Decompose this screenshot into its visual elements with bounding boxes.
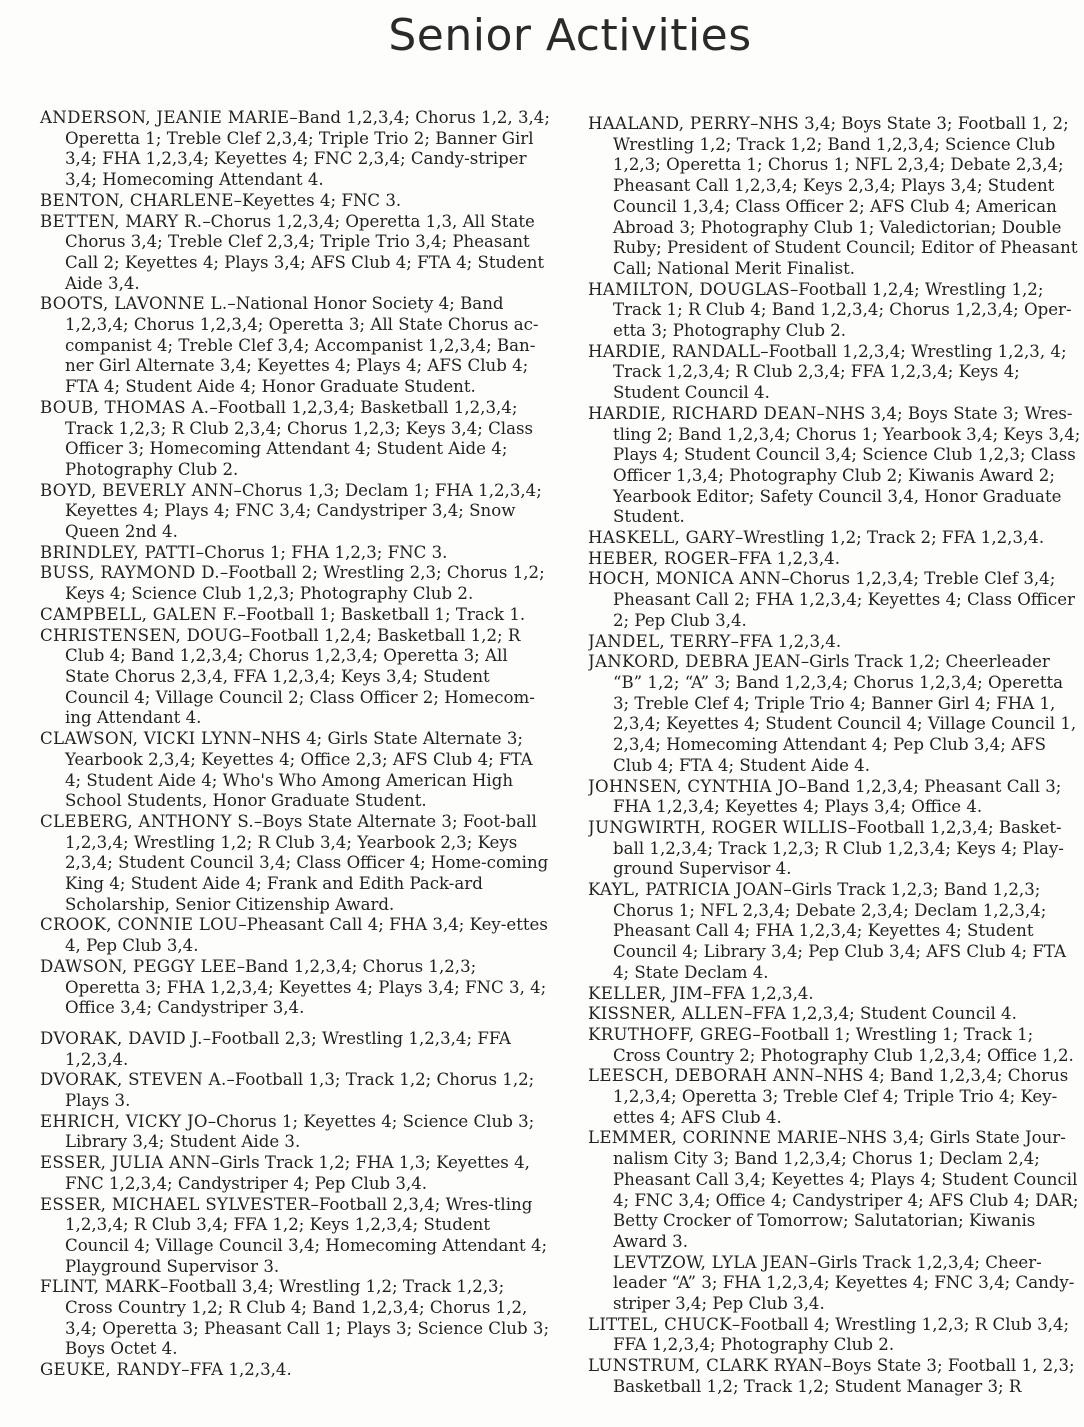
student-entry: LEVTZOW, LYLA JEAN–Girls Track 1,2,3,4; Cheer-leader “A” 3; FHA 1,2,3,4; Keyettes 4; FNC 3,4; Candy-striper 3,4; Pep Club 3,4. <box>613 1252 1075 1314</box>
student-entry: DAWSON, PEGGY LEE–Band 1,2,3,4; Chorus 1,2,3; Operetta 3; FHA 1,2,3,4; Keyettes 4; Plays 3,4; FNC 3, 4; Office 3,4; Candystriper 3,4. <box>40 956 547 1018</box>
student-activities: Football 1,3; Track 1,2; Chorus 1,2; Plays 3. <box>65 1070 535 1111</box>
student-activities: FFA 1,2,3,4. <box>711 983 814 1003</box>
student-name: DVORAK, DAVID J. <box>40 1028 203 1048</box>
student-name: LITTEL, CHUCK <box>588 1314 732 1334</box>
student-entry: CROOK, CONNIE LOU–Pheasant Call 4; FHA 3,4; Key-ettes 4, Pep Club 3,4. <box>40 915 548 956</box>
student-activities: Chorus 1,2,3,4; Treble Clef 3,4; Pheasant Call 2; FHA 1,2,3,4; Keyettes 4; Class Officer 2; Pep Club 3,4. <box>613 569 1075 630</box>
student-entry: LITTEL, CHUCK–Football 4; Wrestling 1,2,3; R Club 3,4; FFA 1,2,3,4; Photography Club 2. <box>588 1314 1070 1355</box>
student-name: DAWSON, PEGGY LEE <box>40 956 237 976</box>
student-entry: HEBER, ROGER–FFA 1,2,3,4. <box>588 548 840 568</box>
student-entry: EHRICH, VICKY JO–Chorus 1; Keyettes 4; Science Club 3; Library 3,4; Student Aide 3. <box>40 1111 535 1152</box>
student-name: LEVTZOW, LYLA JEAN <box>613 1252 809 1272</box>
student-name: BENTON, CHARLENE <box>40 190 234 210</box>
student-activities: NHS 4; Band 1,2,3,4; Chorus 1,2,3,4; Operetta 3; Treble Clef 4; Triple Trio 4; Key-ettes 4; AFS Club 4. <box>613 1066 1069 1127</box>
student-name: JOHNSEN, CYNTHIA JO <box>588 776 799 796</box>
student-activities: Football 1,2,3,4; Basketball 1,2,3,4; Track 1,2,3; R Club 2,3,4; Chorus 1,2,3; Keys 3,4; Class Officer 3; Homecoming Attendant 4; Student Aide 4; Photography Club 2. <box>65 397 534 479</box>
student-name: HASKELL, GARY <box>588 528 735 548</box>
student-name: KELLER, JIM <box>588 983 704 1003</box>
student-activities: Chorus 1; Keyettes 4; Science Club 3; Library 3,4; Student Aide 3. <box>65 1111 535 1152</box>
student-entry: HAALAND, PERRY–NHS 3,4; Boys State 3; Football 1, 2; Wrestling 1,2; Track 1,2; Band 1,2,3,4; Science Club 1,2,3; Operetta 1; Chorus 1; NFL 2,3,4; Debate 2,3,4; Pheasant Call 1,2,3,4; Keys 2,3,4; Plays 3,4; Student Council 1,3,4; Class Officer 2; AFS Club 4; American Abroad 3; Photography Club 1; Valedictorian; Double Ruby; President of Student Council; Editor of Pheasant Call; National Merit Finalist. <box>588 114 1078 278</box>
student-name: KAYL, PATRICIA JOAN <box>588 880 784 900</box>
student-entry: GEUKE, RANDY–FFA 1,2,3,4. <box>40 1360 292 1380</box>
student-entry: CAMPBELL, GALEN F.–Football 1; Basketball 1; Track 1. <box>40 604 526 624</box>
student-activities: FFA 1,2,3,4. <box>738 631 842 651</box>
student-activities: NHS 3,4; Boys State 3; Football 1, 2; Wrestling 1,2; Track 1,2; Band 1,2,3,4; Science Club 1,2,3; Operetta 1; Chorus 1; NFL 2,3,4; Debate 2,3,4; Pheasant Call 1,2,3,4; Keys 2,3,4; Plays 3,4; Student Council 1,3,4; Class Officer 2; AFS Club 4; American Abroad 3; Photography Club 1; Valedictorian; Double Ruby; President of Student Council; Editor of Pheasant Call; National Merit Finalist. <box>613 114 1078 278</box>
student-activities: FFA 1,2,3,4. <box>189 1360 292 1380</box>
student-entry: HAMILTON, DOUGLAS–Football 1,2,4; Wrestling 1,2; Track 1; R Club 4; Band 1,2,3,4; Chorus 1,2,3,4; Oper-etta 3; Photography Club 2. <box>588 279 1072 341</box>
student-name: HAALAND, PERRY <box>588 114 751 133</box>
student-name: JUNGWIRTH, ROGER WILLIS <box>588 817 849 837</box>
student-activities: Football 3,4; Wrestling 1,2; Track 1,2,3; Cross Country 1,2; R Club 4; Band 1,2,3,4; Chorus 1,2, 3,4; Operetta 3; Pheasant Call 1; Plays 3; Science Club 3; Boys Octet 4. <box>65 1277 550 1359</box>
student-entry: LUNSTRUM, CLARK RYAN–Boys State 3; Football 1, 2,3; Basketball 1,2; Track 1,2; Student Manager 3; R <box>588 1356 1075 1396</box>
student-entry: BOYD, BEVERLY ANN–Chorus 1,3; Declam 1; FHA 1,2,3,4; Keyettes 4; Plays 4; FNC 3,4; Candystriper 3,4; Snow Queen 2nd 4. <box>40 480 542 542</box>
student-name: CLAWSON, VICKI LYNN <box>40 729 253 749</box>
student-name: CAMPBELL, GALEN F. <box>40 604 238 624</box>
student-name: CROOK, CONNIE LOU <box>40 915 239 935</box>
student-activities: Band 1,2,3,4; Chorus 1,2, 3,4; Operetta 1; Treble Clef 2,3,4; Triple Trio 2; Banner Girl 3,4; FHA 1,2,3,4; Keyettes 4; FNC 2,3,4; Candy-striper 3,4; Homecoming Attendant 4. <box>65 108 550 190</box>
student-activities: Football 1,2,3,4; Wrestling 1,2,3, 4; Track 1,2,3,4; R Club 2,3,4; FFA 1,2,3,4; Keys 4; Student Council 4. <box>613 341 1067 403</box>
student-entry: FLINT, MARK–Football 3,4; Wrestling 1,2; Track 1,2,3; Cross Country 1,2; R Club 4; Band 1,2,3,4; Chorus 1,2, 3,4; Operetta 3; Pheasant Call 1; Plays 3; Science Club 3; Boys Octet 4. <box>40 1277 550 1359</box>
student-activities: Football 2,3,4; Wres-tling 1,2,3,4; R Club 3,4; FFA 1,2; Keys 1,2,3,4; Student Council 4; Village Council 3,4; Homecoming Attendant 4; Playground Supervisor 3. <box>65 1194 548 1276</box>
student-activities: National Honor Society 4; Band 1,2,3,4; Chorus 1,2,3,4; Operetta 3; All State Chorus ac-companist 4; Treble Clef 3,4; Accompanist 1,2,3,4; Ban-ner Girl Alternate 3,4; Keyettes 4; Plays 4; AFS Club 4; FTA 4; Student Aide 4; Honor Graduate Student. <box>65 294 539 397</box>
student-activities: Football 1,2,4; Basketball 1,2; R Club 4; Band 1,2,3,4; Chorus 1,2,3,4; Operetta 3; All State Chorus 2,3,4, FFA 1,2,3,4; Keys 3,4; Student Council 4; Village Council 2; Class Officer 2; Homecom-ing Attendant 4. <box>65 625 535 728</box>
student-activities: Girls Track 1,2,3; Band 1,2,3; Chorus 1; NFL 2,3,4; Debate 2,3,4; Declam 1,2,3,4; Pheasant Call 4; FHA 1,2,3,4; Keyettes 4; Student Council 4; Library 3,4; Pep Club 3,4; AFS Club 4; FTA 4; State Declam 4. <box>613 880 1067 982</box>
student-entry: ANDERSON, JEANIE MARIE–Band 1,2,3,4; Chorus 1,2, 3,4; Operetta 1; Treble Clef 2,3,4; Triple Trio 2; Banner Girl 3,4; FHA 1,2,3,4; Keyettes 4; FNC 2,3,4; Candy-striper 3,4; Homecoming Attendant 4. <box>40 108 550 190</box>
student-entry: LEESCH, DEBORAH ANN–NHS 4; Band 1,2,3,4; Chorus 1,2,3,4; Operetta 3; Treble Clef 4; Triple Trio 4; Key-ettes 4; AFS Club 4. <box>588 1066 1069 1127</box>
student-name: FLINT, MARK <box>40 1277 160 1297</box>
student-name: BOOTS, LAVONNE L. <box>40 294 228 314</box>
student-activities: Boys State 3; Football 1, 2,3; Basketball 1,2; Track 1,2; Student Manager 3; R <box>613 1356 1075 1396</box>
student-activities: Football 1; Wrestling 1; Track 1; Cross Country 2; Photography Club 1,2,3,4; Office 1,2. <box>613 1024 1074 1065</box>
student-entry: BOOTS, LAVONNE L.–National Honor Society 4; Band 1,2,3,4; Chorus 1,2,3,4; Operetta 3; All State Chorus ac-companist 4; Treble Clef 3,4; Accompanist 1,2,3,4; Ban-ner Girl Alternate 3,4; Keyettes 4; Plays 4; AFS Club 4; FTA 4; Student Aide 4; Honor Graduate Student. <box>40 294 539 397</box>
student-name: HOCH, MONICA ANN <box>588 569 782 589</box>
student-activities: Girls Track 1,2; FHA 1,3; Keyettes 4, FNC 1,2,3,4; Candystriper 4; Pep Club 3,4. <box>65 1153 530 1193</box>
student-name: ANDERSON, JEANIE MARIE <box>40 108 290 127</box>
student-activities: Football 4; Wrestling 1,2,3; R Club 3,4; FFA 1,2,3,4; Photography Club 2. <box>613 1314 1070 1355</box>
student-entry: CHRISTENSEN, DOUG–Football 1,2,4; Basketball 1,2; R Club 4; Band 1,2,3,4; Chorus 1,2,3,4; Operetta 3; All State Chorus 2,3,4, FFA 1,2,3,4; Keys 3,4; Student Council 4; Village Council 2; Class Officer 2; Homecom-ing Attendant 4. <box>40 625 535 728</box>
student-entry: CLAWSON, VICKI LYNN–NHS 4; Girls State Alternate 3; Yearbook 2,3,4; Keyettes 4; Office 2,3; AFS Club 4; FTA 4; Student Aide 4; Who's Who Among American High School Students, Honor Graduate Student. <box>40 729 533 811</box>
student-activities: Football 2,3; Wrestling 1,2,3,4; FFA 1,2,3,4. <box>65 1028 511 1069</box>
student-entry: JANKORD, DEBRA JEAN–Girls Track 1,2; Cheerleader “B” 1,2; “A” 3; Band 1,2,3,4; Chorus 1,2,3,4; Operetta 3; Treble Clef 4; Triple Trio 4; Banner Girl 4; FHA 1, 2,3,4; Keyettes 4; Student Council 4; Village Council 1, 2,3,4; Homecoming Attendant 4; Pep Club 3,4; AFS Club 4; FTA 4; Student Aide 4. <box>588 652 1077 775</box>
left-column <box>40 108 552 1381</box>
student-entry: DVORAK, DAVID J.–Football 2,3; Wrestling 1,2,3,4; FFA 1,2,3,4. <box>40 1028 511 1069</box>
student-name: BUSS, RAYMOND D. <box>40 563 220 583</box>
student-name: LEMMER, CORINNE MARIE <box>588 1128 839 1148</box>
student-activities: Chorus 1; FHA 1,2,3; FNC 3. <box>204 542 448 562</box>
student-activities: Girls Track 1,2,3,4; Cheer-leader “A” 3; FHA 1,2,3,4; Keyettes 4; FNC 3,4; Candy-striper 3,4; Pep Club 3,4. <box>613 1252 1075 1314</box>
student-name: JANDEL, TERRY <box>588 631 731 651</box>
student-entry: BOUB, THOMAS A.–Football 1,2,3,4; Basketball 1,2,3,4; Track 1,2,3; R Club 2,3,4; Chorus 1,2,3; Keys 3,4; Class Officer 3; Homecoming Attendant 4; Student Aide 4; Photography Club 2. <box>40 397 534 479</box>
student-entry: DVORAK, STEVEN A.–Football 1,3; Track 1,2; Chorus 1,2; Plays 3. <box>40 1070 535 1111</box>
student-entry: ESSER, MICHAEL SYLVESTER–Football 2,3,4; Wres-tling 1,2,3,4; R Club 3,4; FFA 1,2; Keys 1,2,3,4; Student Council 4; Village Council 3,4; Homecoming Attendant 4; Playground Supervisor 3. <box>40 1194 548 1276</box>
student-name: BOUB, THOMAS A. <box>40 397 210 417</box>
student-entry: ESSER, JULIA ANN–Girls Track 1,2; FHA 1,3; Keyettes 4, FNC 1,2,3,4; Candystriper 4; Pep Club 3,4. <box>40 1153 530 1193</box>
student-entry: KRUTHOFF, GREG–Football 1; Wrestling 1; Track 1; Cross Country 2; Photography Club 1,2,3,4; Office 1,2. <box>588 1024 1074 1065</box>
student-activities: Band 1,2,3,4; Chorus 1,2,3; Operetta 3; FHA 1,2,3,4; Keyettes 4; Plays 3,4; FNC 3, 4; Office 3,4; Candystriper 3,4. <box>65 956 547 1018</box>
student-activities: Girls Track 1,2; Cheerleader “B” 1,2; “A” 3; Band 1,2,3,4; Chorus 1,2,3,4; Operetta 3; Treble Clef 4; Triple Trio 4; Banner Girl 4; FHA 1, 2,3,4; Keyettes 4; Student Council 4; Village Council 1, 2,3,4; Homecoming Attendant 4; Pep Club 3,4; AFS Club 4; FTA 4; Student Aide 4. <box>613 652 1077 775</box>
student-entry: KISSNER, ALLEN–FFA 1,2,3,4; Student Council 4. <box>588 1004 1017 1024</box>
student-name: DVORAK, STEVEN A. <box>40 1070 227 1090</box>
student-activities: Chorus 1,2,3,4; Operetta 1,3, All State Chorus 3,4; Treble Clef 2,3,4; Triple Trio 3,4; Pheasant Call 2; Keyettes 4; Plays 3,4; AFS Club 4; FTA 4; Student Aide 3,4. <box>65 211 545 293</box>
right-column <box>588 114 1082 1398</box>
student-activities: Chorus 1,3; Declam 1; FHA 1,2,3,4; Keyettes 4; Plays 4; FNC 3,4; Candystriper 3,4; Snow Queen 2nd 4. <box>65 480 542 542</box>
student-entry: KELLER, JIM–FFA 1,2,3,4. <box>588 983 814 1003</box>
student-name: BETTEN, MARY R. <box>40 211 203 231</box>
student-activities: Football 1; Basketball 1; Track 1. <box>245 604 526 624</box>
student-entry: HOCH, MONICA ANN–Chorus 1,2,3,4; Treble Clef 3,4; Pheasant Call 2; FHA 1,2,3,4; Keyettes 4; Class Officer 2; Pep Club 3,4. <box>588 569 1075 630</box>
student-activities: FFA 1,2,3,4; Student Council 4. <box>752 1004 1017 1024</box>
student-name: EHRICH, VICKY JO <box>40 1111 208 1131</box>
student-activities: Band 1,2,3,4; Pheasant Call 3; FHA 1,2,3,4; Keyettes 4; Plays 3,4; Office 4. <box>613 776 1062 817</box>
student-entry: BRINDLEY, PATTI–Chorus 1; FHA 1,2,3; FNC 3. <box>40 542 448 562</box>
student-name: CHRISTENSEN, DOUG <box>40 625 243 645</box>
student-entry: HARDIE, RANDALL–Football 1,2,3,4; Wrestling 1,2,3, 4; Track 1,2,3,4; R Club 2,3,4; FFA 1,2,3,4; Keys 4; Student Council 4. <box>588 341 1067 403</box>
student-entry: CLEBERG, ANTHONY S.–Boys State Alternate 3; Foot-ball 1,2,3,4; Wrestling 1,2; R Club 3,4; Yearbook 2,3; Keys 2,3,4; Student Council 3,4; Class Officer 4; Home-coming King 4; Student Aide 4; Frank and Edith Pack-ard Scholarship, Senior Citizenship Award. <box>40 811 549 914</box>
student-name: ESSER, JULIA ANN <box>40 1153 212 1173</box>
student-name: HARDIE, RICHARD DEAN <box>588 403 817 423</box>
student-entry: BUSS, RAYMOND D.–Football 2; Wrestling 2,3; Chorus 1,2; Keys 4; Science Club 1,2,3; Photography Club 2. <box>40 563 545 604</box>
page-title: Senior Activities <box>388 10 752 61</box>
student-name: BOYD, BEVERLY ANN <box>40 480 234 500</box>
student-entry: JANDEL, TERRY–FFA 1,2,3,4. <box>588 631 842 651</box>
student-activities: Boys State Alternate 3; Foot-ball 1,2,3,4; Wrestling 1,2; R Club 3,4; Yearbook 2,3; Keys 2,3,4; Student Council 3,4; Class Officer 4; Home-coming King 4; Student Aide 4; Frank and Edith Pack-ard Scholarship, Senior Citizenship Award. <box>65 811 549 914</box>
student-entry: BENTON, CHARLENE–Keyettes 4; FNC 3. <box>40 190 402 210</box>
student-name: GEUKE, RANDY <box>40 1360 182 1380</box>
student-entry: JUNGWIRTH, ROGER WILLIS–Football 1,2,3,4; Basket-ball 1,2,3,4; Track 1,2,3; R Club 1,2,3,4; Keys 4; Play-ground Supervisor 4. <box>588 817 1064 879</box>
student-name: LEESCH, DEBORAH ANN <box>588 1066 815 1086</box>
student-name: ESSER, MICHAEL SYLVESTER <box>40 1194 311 1214</box>
student-entry: BETTEN, MARY R.–Chorus 1,2,3,4; Operetta 1,3, All State Chorus 3,4; Treble Clef 2,3,4; Triple Trio 3,4; Pheasant Call 2; Keyettes 4; Plays 3,4; AFS Club 4; FTA 4; Student Aide 3,4. <box>40 211 545 293</box>
student-entry: KAYL, PATRICIA JOAN–Girls Track 1,2,3; Band 1,2,3; Chorus 1; NFL 2,3,4; Debate 2,3,4; Declam 1,2,3,4; Pheasant Call 4; FHA 1,2,3,4; Keyettes 4; Student Council 4; Library 3,4; Pep Club 3,4; AFS Club 4; FTA 4; State Declam 4. <box>588 880 1067 982</box>
student-name: HAMILTON, DOUGLAS <box>588 279 790 299</box>
student-entry: JOHNSEN, CYNTHIA JO–Band 1,2,3,4; Pheasant Call 3; FHA 1,2,3,4; Keyettes 4; Plays 3,4; Office 4. <box>588 776 1062 817</box>
student-name: HEBER, ROGER <box>588 548 730 568</box>
student-activities: NHS 3,4; Boys State 3; Wres-tling 2; Band 1,2,3,4; Chorus 1; Yearbook 3,4; Keys 3,4; Plays 4; Student Council 3,4; Science Club 1,2,3; Class Officer 1,3,4; Photography Club 2; Kiwanis Award 2; Yearbook Editor; Safety Council 3,4, Honor Graduate Student. <box>613 403 1081 527</box>
student-activities: Pheasant Call 4; FHA 3,4; Key-ettes 4, Pep Club 3,4. <box>65 915 548 956</box>
student-name: JANKORD, DEBRA JEAN <box>588 652 801 672</box>
student-name: CLEBERG, ANTHONY S. <box>40 811 254 831</box>
student-activities: Football 2; Wrestling 2,3; Chorus 1,2; Keys 4; Science Club 1,2,3; Photography Club 2. <box>65 563 545 604</box>
student-name: LUNSTRUM, CLARK RYAN <box>588 1356 824 1376</box>
student-name: KRUTHOFF, GREG <box>588 1024 753 1044</box>
student-entry: LEMMER, CORINNE MARIE–NHS 3,4; Girls State Jour-nalism City 3; Band 1,2,3,4; Chorus 1; Declam 2,4; Pheasant Call 3,4; Keyettes 4; Plays 4; Student Council 4; FNC 3,4; Office 4; Candystriper 4; AFS Club 4; DAR; Betty Crocker of Tomorrow; Salutatorian; Kiwanis Award 3. <box>588 1128 1079 1251</box>
student-activities: Football 1,2,4; Wrestling 1,2; Track 1; R Club 4; Band 1,2,3,4; Chorus 1,2,3,4; Oper-etta 3; Photography Club 2. <box>613 279 1072 341</box>
student-name: HARDIE, RANDALL <box>588 341 761 361</box>
student-name: KISSNER, ALLEN <box>588 1004 744 1024</box>
student-activities: NHS 4; Girls State Alternate 3; Yearbook 2,3,4; Keyettes 4; Office 2,3; AFS Club 4; FTA 4; Student Aide 4; Who's Who Among American High School Students, Honor Graduate Student. <box>65 729 533 811</box>
student-activities: Keyettes 4; FNC 3. <box>242 190 402 210</box>
student-activities: Football 1,2,3,4; Basket-ball 1,2,3,4; Track 1,2,3; R Club 1,2,3,4; Keys 4; Play-ground Supervisor 4. <box>613 817 1064 879</box>
student-activities: FFA 1,2,3,4. <box>737 548 840 568</box>
student-activities: NHS 3,4; Girls State Jour-nalism City 3; Band 1,2,3,4; Chorus 1; Declam 2,4; Pheasant Call 3,4; Keyettes 4; Plays 4; Student Council 4; FNC 3,4; Office 4; Candystriper 4; AFS Club 4; DAR; Betty Crocker of Tomorrow; Salutatorian; Kiwanis Award 3. <box>613 1128 1079 1251</box>
student-activities: Wrestling 1,2; Track 2; FFA 1,2,3,4. <box>743 528 1045 548</box>
student-entry: HASKELL, GARY–Wrestling 1,2; Track 2; FFA 1,2,3,4. <box>588 528 1045 548</box>
student-name: BRINDLEY, PATTI <box>40 542 196 562</box>
student-entry: HARDIE, RICHARD DEAN–NHS 3,4; Boys State 3; Wres-tling 2; Band 1,2,3,4; Chorus 1; Yearbook 3,4; Keys 3,4; Plays 4; Student Council 3,4; Science Club 1,2,3; Class Officer 1,3,4; Photography Club 2; Kiwanis Award 2; Yearbook Editor; Safety Council 3,4, Honor Graduate Student. <box>588 403 1081 527</box>
